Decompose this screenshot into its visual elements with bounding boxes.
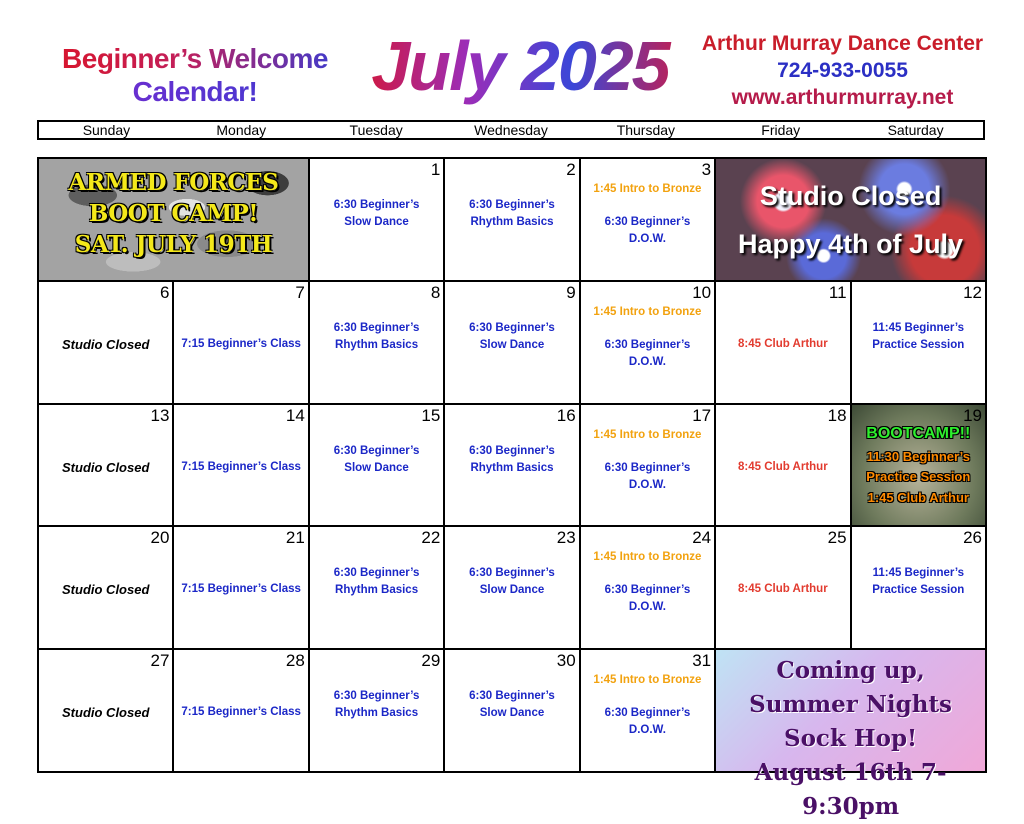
event-text: 8:45 Club Arthur [738, 583, 828, 596]
day-number: 29 [421, 651, 441, 671]
day-cell[interactable] [852, 282, 987, 405]
month-title: July 2025 [345, 22, 695, 112]
event-text: D.O.W. [628, 478, 666, 491]
day-cell[interactable] [581, 282, 716, 405]
event-text: D.O.W. [628, 724, 666, 737]
event-text: 11:45 Beginner’s [872, 567, 964, 580]
holiday-line: Studio Closed [759, 181, 942, 211]
day-number: 23 [556, 528, 576, 548]
day-cell[interactable] [581, 159, 716, 282]
day-number: 11 [828, 282, 847, 302]
day-number: 31 [692, 651, 712, 671]
event-text: 6:30 Beginner’s [333, 567, 420, 580]
day-number: 16 [556, 405, 576, 425]
coming-up-banner [716, 650, 987, 821]
day-number: 26 [963, 528, 982, 548]
coming-up-line: Summer Nights Sock Hop! [749, 691, 953, 753]
calendar-subtitle [50, 42, 340, 108]
day-cell[interactable] [581, 527, 716, 650]
day-number: 18 [827, 405, 847, 425]
event-text: Studio Closed [62, 336, 150, 352]
day-number: 27 [150, 651, 170, 671]
day-number: 30 [556, 651, 576, 671]
calendar-grid [37, 157, 987, 821]
day-number: 6 [159, 282, 170, 302]
day-cell[interactable] [310, 282, 445, 405]
event-text: 6:30 Beginner’s [604, 338, 691, 351]
event-text: 7:15 Beginner’s Class [181, 706, 301, 719]
event-text: 1:45 Intro to Bronze [593, 674, 702, 687]
event-text: D.O.W. [628, 601, 666, 614]
day-number: 22 [421, 528, 441, 548]
event-text: Studio Closed [62, 459, 150, 475]
day-cell[interactable] [445, 159, 580, 282]
event-text: 6:30 Beginner’s [604, 216, 691, 228]
day-number: 19 [963, 405, 982, 425]
event-text: Practice Session [872, 338, 965, 351]
event-text: 6:30 Beginner’s [604, 461, 691, 474]
event-text: 8:45 Club Arthur [738, 337, 828, 350]
event-text: 6:30 Beginner’s [469, 690, 555, 703]
day-cell[interactable] [445, 282, 580, 405]
event-text: 6:30 Beginner’s [469, 567, 555, 580]
event-text: Practice Session [872, 584, 965, 597]
day-number: 13 [150, 405, 170, 425]
day-cell[interactable] [445, 405, 580, 528]
day-cell[interactable] [445, 527, 580, 650]
event-text: 1:45 Club Arthur [867, 489, 969, 505]
weekday-label: Tuesday [349, 122, 403, 138]
subtitle-line-2: Calendar! [50, 75, 340, 108]
day-cell[interactable] [174, 282, 309, 405]
day-number: 17 [692, 405, 712, 425]
day-number: 9 [566, 282, 576, 302]
day-number: 15 [421, 405, 441, 425]
day-cell[interactable] [174, 527, 309, 650]
weekday-label: Friday [761, 122, 801, 138]
event-text: 11:45 Beginner’s [872, 321, 964, 334]
day-cell[interactable] [581, 650, 716, 773]
event-text: Practice Session [866, 468, 971, 484]
day-number: 20 [150, 528, 170, 548]
event-text: 6:30 Beginner’s [333, 321, 420, 334]
event-text: Slow Dance [344, 216, 409, 228]
day-cell[interactable] [174, 650, 309, 773]
banner-line: ARMED FORCES [68, 169, 279, 196]
event-text: D.O.W. [628, 233, 666, 245]
event-text: D.O.W. [628, 355, 666, 368]
day-cell[interactable] [581, 405, 716, 528]
event-text: 7:15 Beginner’s Class [181, 583, 301, 596]
event-text: Rhythm Basics [335, 584, 419, 597]
day-number: 25 [827, 528, 847, 548]
event-text: Studio Closed [62, 582, 150, 598]
banner-line: SAT. JULY 19TH [74, 231, 273, 258]
day-cell[interactable] [39, 527, 174, 650]
event-text: 1:45 Intro to Bronze [593, 305, 702, 318]
event-text: 1:45 Intro to Bronze [593, 428, 702, 441]
event-text: Slow Dance [479, 707, 545, 720]
holiday-line: Happy 4th of July [738, 229, 964, 259]
armed-forces-banner [39, 159, 310, 282]
event-text: 6:30 Beginner’s [469, 199, 555, 211]
day-cell[interactable] [174, 405, 309, 528]
event-text: Slow Dance [479, 338, 545, 351]
studio-info [700, 30, 985, 111]
event-text: 1:45 Intro to Bronze [593, 551, 702, 564]
studio-name: Arthur Murray Dance Center [701, 32, 984, 55]
event-text: Rhythm Basics [335, 707, 419, 720]
day-number: 24 [692, 528, 712, 548]
day-number: 21 [285, 528, 305, 548]
studio-website[interactable]: www.arthurmurray.net [731, 86, 954, 109]
weekday-label: Thursday [616, 122, 676, 138]
event-text: 6:30 Beginner’s [333, 690, 420, 703]
event-text: 6:30 Beginner’s [469, 321, 555, 334]
day-number: 7 [295, 282, 305, 302]
day-number: 14 [285, 405, 305, 425]
coming-up-line: Coming up, [776, 657, 925, 685]
event-text: 8:45 Club Arthur [738, 460, 828, 473]
subtitle-line-1: Beginner’s Welcome [50, 42, 340, 75]
event-text: 6:30 Beginner’s [333, 444, 420, 457]
weekday-label: Wednesday [474, 122, 548, 138]
day-number: 8 [430, 282, 441, 302]
day-number: 12 [963, 282, 982, 302]
event-text: 6:30 Beginner’s [604, 584, 691, 597]
bootcamp-day-cell[interactable] [852, 405, 987, 528]
day-number: 1 [430, 160, 441, 179]
day-cell[interactable] [852, 527, 987, 650]
weekday-label: Saturday [887, 122, 944, 138]
day-cell[interactable] [39, 282, 174, 405]
day-cell[interactable] [716, 527, 851, 650]
day-number: 3 [701, 160, 712, 179]
holiday-banner [716, 159, 987, 282]
day-cell[interactable] [445, 650, 580, 773]
day-number: 2 [566, 160, 576, 179]
event-text: 6:30 Beginner’s [333, 199, 420, 211]
day-cell[interactable] [716, 405, 851, 528]
event-text: Slow Dance [344, 461, 409, 474]
day-number: 10 [692, 282, 712, 302]
event-text: Rhythm Basics [470, 461, 554, 474]
event-text: 7:15 Beginner’s Class [181, 337, 301, 350]
weekday-label: Monday [216, 122, 267, 138]
event-text: Studio Closed [62, 705, 150, 721]
day-number: 28 [285, 651, 305, 671]
day-cell[interactable] [310, 527, 445, 650]
event-text: Slow Dance [479, 584, 545, 597]
bootcamp-title: BOOTCAMP!! [866, 424, 971, 442]
event-text: Rhythm Basics [470, 216, 554, 228]
event-text: 6:30 Beginner’s [604, 707, 691, 720]
day-cell[interactable] [310, 405, 445, 528]
event-text: Rhythm Basics [335, 338, 419, 351]
day-cell[interactable] [310, 159, 445, 282]
weekday-header [37, 120, 985, 140]
banner-line: BOOT CAMP! [88, 200, 258, 227]
event-text: 6:30 Beginner’s [469, 444, 555, 457]
studio-phone[interactable]: 724-933-0055 [777, 59, 908, 82]
coming-up-line: August 16th 7-9:30pm [754, 759, 947, 821]
event-text: 7:15 Beginner’s Class [181, 460, 301, 473]
event-text: 11:30 Beginner’s [866, 448, 970, 464]
weekday-label: Sunday [82, 122, 131, 138]
day-cell[interactable] [39, 650, 174, 773]
day-cell[interactable] [310, 650, 445, 773]
day-cell[interactable] [39, 405, 174, 528]
event-text: 1:45 Intro to Bronze [593, 183, 702, 195]
day-cell[interactable] [716, 282, 851, 405]
